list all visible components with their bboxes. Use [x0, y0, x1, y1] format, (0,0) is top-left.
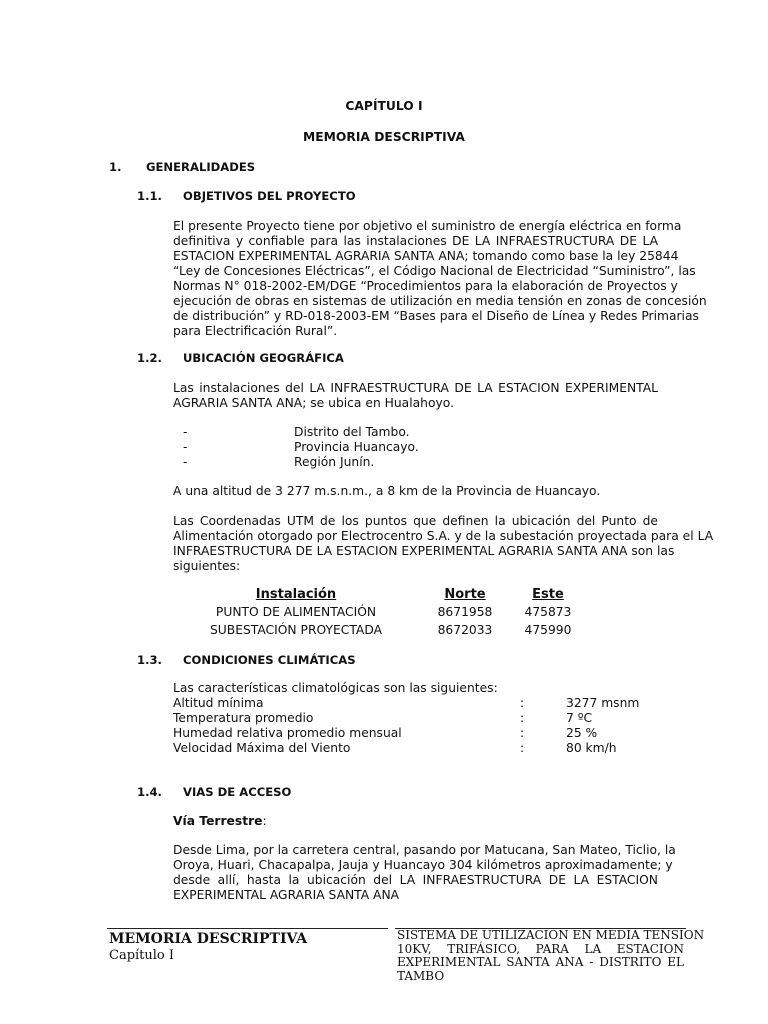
access-subtitle: [173, 814, 267, 829]
table-header-east: Este: [532, 587, 564, 602]
footer-project-title: [397, 928, 705, 983]
footer-project-line: SISTEMA DE UTILIZACION EN MEDIA TENSION: [397, 928, 705, 942]
coordinates-line: Alimentación otorgado por Electrocentro S.A. y de la subestación proyectada para el LA: [173, 529, 714, 543]
bullet-dash: -: [183, 455, 188, 469]
coordinates-line: INFRAESTRUCTURA DE LA ESTACION EXPERIMENTAL AGRARIA SANTA ANA son las: [173, 544, 675, 558]
section-1-4-title: VIAS DE ACCESO: [183, 785, 292, 799]
section-1-3-number: 1.3.: [137, 653, 162, 667]
objectives-line: de distribución” y RD-018-2003-EM “Bases para el Diseño de Línea y Redes Primarias: [173, 309, 699, 323]
table-cell-east: 475873: [524, 605, 572, 619]
coordinates-line: siguientes:: [173, 559, 241, 573]
climate-separator: :: [520, 696, 525, 710]
bullet-dash: -: [183, 425, 188, 439]
climate-separator: :: [520, 711, 525, 725]
objectives-line: Normas N° 018-2002-EM/DGE “Procedimientos para la elaboración de Proyectos y: [173, 279, 678, 293]
table-header-north: Norte: [444, 587, 486, 602]
altitude-text: A una altitud de 3 277 m.s.n.m., a 8 km de la Provincia de Huancayo.: [173, 484, 601, 498]
table-header-installation: Instalación: [255, 587, 337, 602]
access-paragraph: [173, 843, 676, 903]
climate-value: 25 %: [566, 726, 598, 740]
climate-label: Temperatura promedio: [173, 711, 314, 725]
chapter-title: CAPÍTULO I: [345, 99, 423, 113]
location-line: Las instalaciones del LA INFRAESTRUCTURA DE LA ESTACION EXPERIMENTAL: [173, 381, 658, 395]
document-title: MEMORIA DESCRIPTIVA: [303, 130, 465, 144]
climate-label: Humedad relativa promedio mensual: [173, 726, 402, 740]
climate-separator: :: [520, 726, 525, 740]
bullet-text: Distrito del Tambo.: [294, 425, 410, 439]
section-1-number: 1.: [109, 160, 122, 174]
access-line: Oroya, Huari, Chacapalpa, Jauja y Huancayo 304 kilómetros aproximadamente; y: [173, 858, 673, 872]
objectives-line: ejecución de obras en sistemas de utilización en media tensión en zonas de concesión: [173, 294, 707, 308]
objectives-line: “Ley de Concesiones Eléctricas”, el Código Nacional de Electricidad “Suministro”, las: [173, 264, 696, 278]
footer-project-line: TAMBO: [397, 968, 445, 983]
access-line: EXPERIMENTAL AGRARIA SANTA ANA: [173, 888, 400, 902]
climate-label: Altitud mínima: [173, 696, 264, 710]
bullet-text: Provincia Huancayo.: [294, 440, 419, 454]
objectives-line: El presente Proyecto tiene por objetivo el suministro de energía eléctrica en forma: [173, 219, 682, 233]
section-1-4-number: 1.4.: [137, 785, 162, 799]
section-1-title: GENERALIDADES: [146, 160, 256, 174]
table-cell-north: 8672033: [437, 623, 493, 637]
climate-intro: Las características climatológicas son las siguientes:: [173, 681, 498, 695]
footer-title: MEMORIA DESCRIPTIVA: [109, 931, 308, 947]
section-1-2-title: UBICACIÓN GEOGRÁFICA: [183, 351, 344, 365]
climate-label: Velocidad Máxima del Viento: [173, 741, 351, 755]
objectives-line: definitiva y confiable para las instalaciones DE LA INFRAESTRUCTURA DE LA: [173, 234, 658, 248]
bullet-text: Región Junín.: [294, 455, 375, 469]
access-line: Desde Lima, por la carretera central, pasando por Matucana, San Mateo, Ticlio, la: [173, 843, 676, 857]
location-paragraph: [173, 381, 658, 411]
access-subtitle-colon: :: [262, 814, 267, 828]
footer-project-line: 10KV, TRIFÁSICO, PARA LA ESTACION: [397, 941, 684, 956]
table-cell-installation: SUBESTACIÓN PROYECTADA: [209, 623, 383, 637]
footer-chapter: Capítulo I: [109, 948, 175, 963]
climate-value: 7 ºC: [566, 711, 593, 725]
climate-separator: :: [520, 741, 525, 755]
table-cell-installation: PUNTO DE ALIMENTACIÓN: [215, 605, 377, 619]
access-line: desde allí, hasta la ubicación del LA INFRAESTRUCTURA DE LA ESTACION: [173, 873, 658, 887]
location-line: AGRARIA SANTA ANA; se ubica en Hualahoyo.: [173, 396, 454, 410]
objectives-line: para Electrificación Rural”.: [173, 324, 338, 338]
table-cell-north: 8671958: [437, 605, 493, 619]
climate-value: 3277 msnm: [566, 696, 640, 710]
access-subtitle-text: Vía Terrestre: [173, 814, 263, 828]
section-1-2-number: 1.2.: [137, 351, 162, 365]
table-cell-east: 475990: [524, 623, 572, 637]
objectives-line: ESTACION EXPERIMENTAL AGRARIA SANTA ANA; tomando como base la ley 25844: [173, 249, 679, 263]
coordinates-paragraph: [173, 514, 714, 574]
section-1-3-title: CONDICIONES CLIMÁTICAS: [183, 653, 356, 667]
bullet-dash: -: [183, 440, 188, 454]
footer-rule-left: [107, 928, 388, 929]
footer-project-line: EXPERIMENTAL SANTA ANA - DISTRITO EL: [397, 955, 684, 969]
climate-value: 80 km/h: [566, 741, 617, 755]
coordinates-line: Las Coordenadas UTM de los puntos que definen la ubicación del Punto de: [173, 514, 658, 528]
objectives-paragraph: [173, 219, 707, 339]
section-1-1-number: 1.1.: [137, 189, 162, 203]
section-1-1-title: OBJETIVOS DEL PROYECTO: [183, 189, 356, 203]
